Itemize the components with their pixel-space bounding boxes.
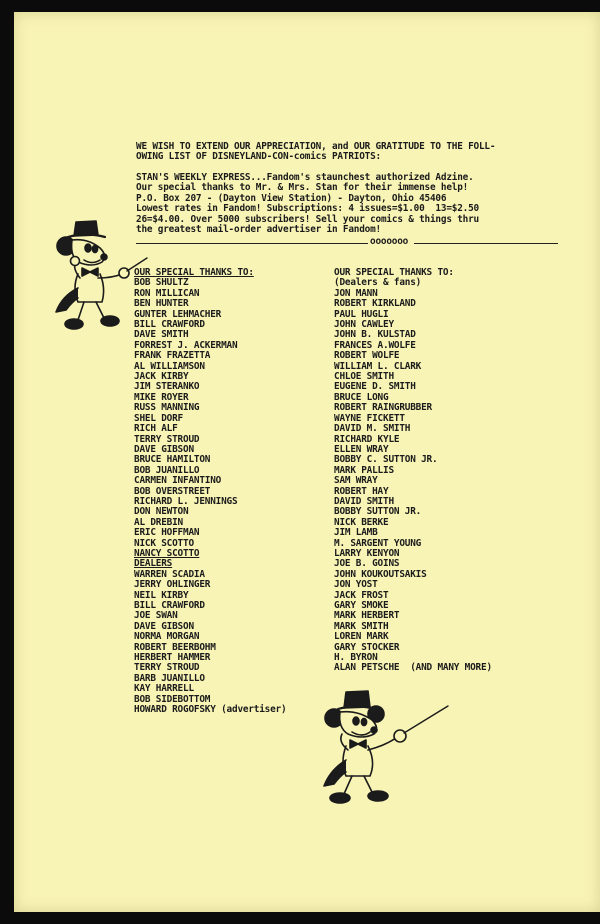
right-name: WAYNE FICKETT: [334, 412, 405, 424]
left-name: SHEL DORF: [134, 412, 183, 424]
right-name: EUGENE D. SMITH: [334, 381, 416, 393]
dealer-name: WARREN SCADIA: [134, 568, 205, 580]
right-name: WILLIAM L. CLARK: [334, 360, 422, 372]
dealer-name: HOWARD ROGOFSKY (advertiser): [134, 704, 287, 716]
left-name: BOB JUANILLO: [134, 464, 200, 476]
divider-rule-left: [136, 243, 368, 244]
left-name: MIKE ROYER: [134, 391, 189, 403]
dealer-name: KAY HARRELL: [134, 683, 194, 695]
right-subheading: (Dealers & fans): [334, 277, 422, 289]
left-name: GUNTER LEHMACHER: [134, 308, 222, 320]
left-name: BRUCE HAMILTON: [134, 454, 211, 466]
right-name: JOE B. GOINS: [334, 558, 400, 570]
mouse-conductor-illustration: [48, 218, 148, 336]
left-name: DAVE SMITH: [134, 329, 189, 341]
left-name: NICK SCOTTO: [134, 537, 194, 549]
left-name: RICHARD L. JENNINGS: [134, 495, 238, 507]
right-name: BRUCE LONG: [334, 391, 389, 403]
left-name: NANCY SCOTTO: [134, 547, 200, 559]
left-column: [134, 268, 286, 715]
right-name: SAM WRAY: [334, 475, 378, 487]
left-name: DON NEWTON: [134, 506, 189, 518]
left-name: ERIC HOFFMAN: [134, 527, 200, 539]
intro-line-1: WE WISH TO EXTEND OUR APPRECIATION, and OUR GRATITUDE TO THE FOLL-: [136, 141, 496, 152]
dealer-name: DAVE GIBSON: [134, 620, 194, 632]
right-name: BOBBY C. SUTTON JR.: [334, 454, 438, 466]
left-name: TERRY STROUD: [134, 433, 200, 445]
dealers-heading: DEALERS: [134, 558, 173, 570]
left-name: RUSS MANNING: [134, 402, 200, 414]
left-name: CARMEN INFANTINO: [134, 475, 222, 487]
ad-line: P.O. Box 207 - (Dayton View Station) - Dayton, Ohio 45406: [136, 192, 447, 204]
left-name: RON MILLICAN: [134, 287, 200, 299]
right-name: JON MANN: [334, 287, 378, 299]
right-name: LARRY KENYON: [334, 547, 400, 559]
divider-ornament: ooooooo: [370, 236, 409, 247]
right-name: ROBERT RAINGRUBBER: [334, 402, 432, 414]
right-name: JOHN B. KULSTAD: [334, 329, 416, 341]
left-name: AL WILLIAMSON: [134, 360, 205, 372]
right-name: FRANCES A.WOLFE: [334, 339, 416, 351]
right-name: RICHARD KYLE: [334, 433, 400, 445]
right-name: ROBERT WOLFE: [334, 350, 400, 362]
ad-line: STAN'S WEEKLY EXPRESS...Fandom's staunchest authorized Adzine.: [136, 172, 474, 183]
intro-line-2: OWING LIST OF DISNEYLAND-CON-comics PATRIOTS:: [136, 151, 381, 162]
divider-rule-right: [414, 243, 558, 244]
right-name: MARK HERBERT: [334, 610, 400, 622]
right-name: JIM LAMB: [334, 527, 378, 539]
ad-line: 26=$4.00. Over 5000 subscribers! Sell your comics & things thru: [136, 213, 479, 225]
right-name: GARY SMOKE: [334, 600, 389, 611]
right-name: ROBERT KIRKLAND: [334, 298, 416, 310]
dealer-name: ROBERT BEERBOHM: [134, 641, 216, 653]
left-name: JIM STERANKO: [134, 381, 200, 393]
left-name: DAVE GIBSON: [134, 443, 194, 455]
right-name: LOREN MARK: [334, 631, 389, 643]
dealer-name: TERRY STROUD: [134, 662, 200, 674]
right-name: BOBBY SUTTON JR.: [334, 506, 422, 518]
left-name: RICH ALF: [134, 423, 178, 435]
left-name: FORREST J. ACKERMAN: [134, 339, 238, 351]
ad-line: the greatest mail-order advertiser in Fandom!: [136, 224, 381, 236]
right-heading: OUR SPECIAL THANKS TO:: [334, 267, 454, 278]
right-name: H. BYRON: [334, 652, 378, 664]
right-name: DAVID SMITH: [334, 495, 394, 507]
right-name: JOHN CAWLEY: [334, 319, 394, 331]
right-name: ALAN PETSCHE (AND MANY MORE): [334, 662, 492, 674]
right-name: DAVID M. SMITH: [334, 423, 411, 435]
left-heading: OUR SPECIAL THANKS TO:: [134, 267, 254, 278]
right-name: JOHN KOUKOUTSAKIS: [334, 568, 427, 580]
right-name: ELLEN WRAY: [334, 443, 389, 455]
left-name: BILL CRAWFORD: [134, 319, 205, 331]
right-name: NICK BERKE: [334, 516, 389, 528]
left-name: FRANK FRAZETTA: [134, 350, 211, 362]
ad-line: Our special thanks to Mr. & Mrs. Stan for their immense help!: [136, 182, 469, 194]
left-name: BOB OVERSTREET: [134, 485, 211, 497]
right-name: ROBERT HAY: [334, 485, 389, 497]
right-name: MARK SMITH: [334, 620, 389, 632]
right-name: GARY STOCKER: [334, 641, 400, 653]
dealer-name: BOB SIDEBOTTOM: [134, 693, 211, 705]
ad-block: [136, 173, 479, 235]
right-name: JACK FROST: [334, 589, 389, 601]
left-name: AL DREBIN: [134, 516, 183, 528]
dealer-name: BILL CRAWFORD: [134, 600, 205, 611]
right-name: CHLOE SMITH: [334, 371, 394, 383]
right-name: MARK PALLIS: [334, 464, 394, 476]
dealer-name: NEIL KIRBY: [134, 589, 189, 601]
dealer-name: HERBERT HAMMER: [134, 652, 211, 664]
right-name: JON YOST: [334, 579, 378, 591]
left-name: BOB SHULTZ: [134, 277, 189, 289]
left-name: JACK KIRBY: [134, 371, 189, 383]
dealer-name: NORMA MORGAN: [134, 631, 200, 643]
dealer-name: JOE SWAN: [134, 610, 178, 622]
ad-line: Lowest rates in Fandom! Subscriptions: 4 issues=$1.00 13=$2.50: [136, 203, 479, 215]
mouse-conductor-illustration: [318, 688, 454, 808]
left-name: BEN HUNTER: [134, 298, 189, 310]
right-name: PAUL HUGLI: [334, 308, 389, 320]
right-name: M. SARGENT YOUNG: [334, 537, 422, 549]
right-column: [334, 268, 492, 674]
dealer-name: JERRY OHLINGER: [134, 579, 211, 591]
dealer-name: BARB JUANILLO: [134, 672, 205, 684]
